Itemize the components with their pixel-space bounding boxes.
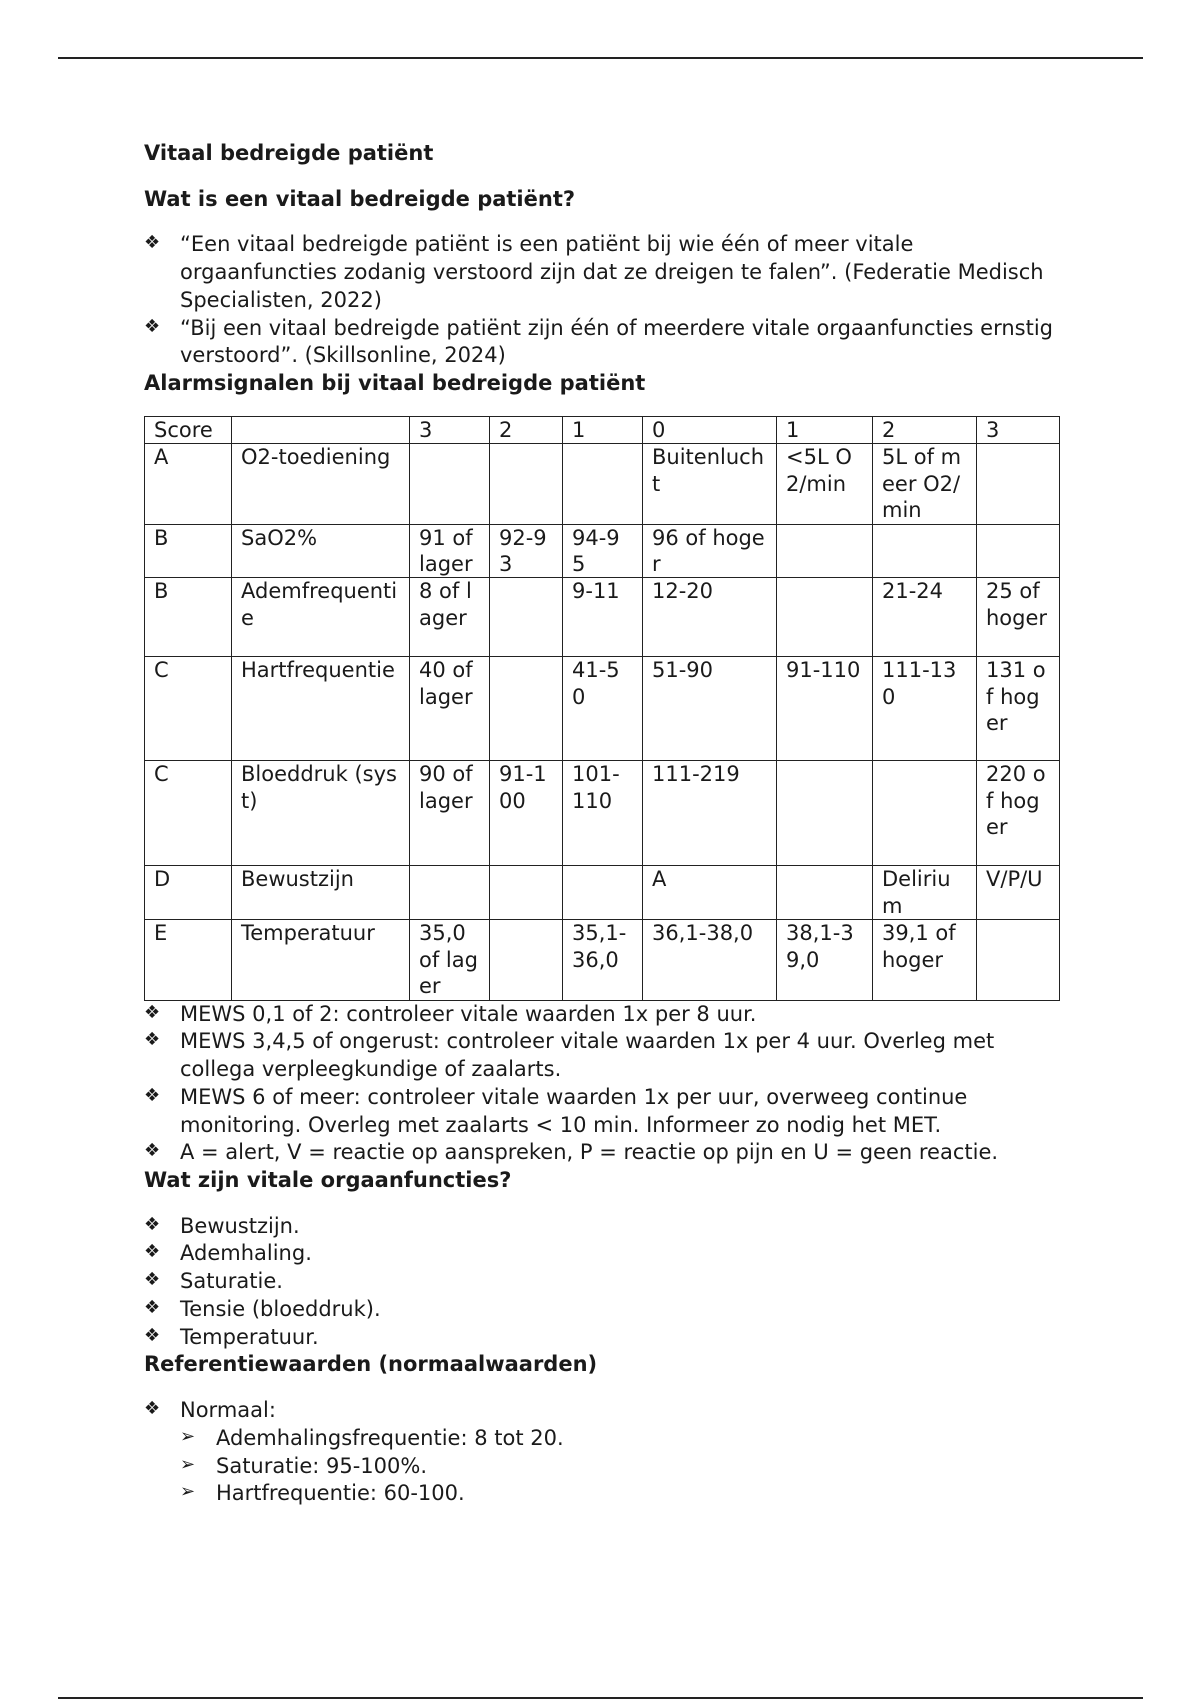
reference-heading: Referentiewaarden (normaalwaarden)	[144, 1352, 598, 1377]
table-header-cell: 1	[777, 416, 873, 443]
diamond-bullet-icon: ❖	[144, 1001, 161, 1023]
table-cell: 91 of lager	[410, 524, 490, 578]
table-cell: 91-100	[490, 761, 563, 866]
table-header-cell: 3	[977, 416, 1060, 443]
diamond-bullet-icon: ❖	[144, 1269, 161, 1291]
table-cell	[777, 866, 873, 920]
table-cell: 41-50	[563, 657, 643, 761]
table-row	[145, 657, 1060, 761]
table-cell	[563, 444, 643, 524]
reference-values-list	[180, 1425, 1064, 1508]
arrowhead-bullet-icon: ➢	[180, 1425, 196, 1447]
table-header-cell: 2	[490, 416, 563, 443]
table-cell: A	[145, 444, 232, 524]
table-row	[145, 761, 1060, 866]
footer-rule	[58, 1697, 1143, 1699]
table-header-cell: 0	[643, 416, 777, 443]
alarms-heading: Alarmsignalen bij vitaal bedreigde patiënt	[144, 371, 646, 396]
list-item: ❖ MEWS 0,1 of 2: controleer vitale waarden 1x per 8 uur.	[144, 1001, 757, 1026]
diamond-bullet-icon: ❖	[144, 1398, 161, 1420]
table-cell: 90 of lager	[410, 761, 490, 866]
reference-list	[144, 1397, 1064, 1508]
table-cell: D	[145, 866, 232, 920]
table-cell: A	[643, 866, 777, 920]
table-header-cell: Score	[145, 416, 232, 443]
table-cell: 9-11	[563, 578, 643, 657]
table-cell	[977, 524, 1060, 578]
diamond-bullet-icon: ❖	[144, 315, 161, 337]
table-cell: Buitenlucht	[643, 444, 777, 524]
mews-table	[144, 416, 1060, 1001]
table-header-cell	[232, 416, 410, 443]
table-cell: Delirium	[873, 866, 977, 920]
table-cell: 5L of meer O2/min	[873, 444, 977, 524]
document-body	[144, 140, 1064, 1508]
table-cell	[777, 578, 873, 657]
table-cell	[490, 866, 563, 920]
table-header-cell: 3	[410, 416, 490, 443]
table-cell	[410, 444, 490, 524]
list-item: ❖ Normaal: ➢ Ademhalingsfrequentie: 8 tot 20. ➢ Saturatie: 95-100%. ➢ Hartfrequentie: 60-100.	[144, 1397, 1064, 1508]
arrowhead-bullet-icon: ➢	[180, 1481, 196, 1503]
table-cell: 40 of lager	[410, 657, 490, 761]
table-cell	[873, 524, 977, 578]
table-row	[145, 524, 1060, 578]
list-item: ❖ Temperatuur.	[144, 1324, 319, 1349]
table-cell: 131 of hoger	[977, 657, 1060, 761]
table-row	[145, 866, 1060, 920]
list-item: ❖ A = alert, V = reactie op aanspreken, P = reactie op pijn en U = geen reactie.	[144, 1140, 999, 1165]
table-cell	[873, 761, 977, 866]
diamond-bullet-icon: ❖	[144, 232, 161, 254]
table-row	[145, 578, 1060, 657]
table-header-cell: 1	[563, 416, 643, 443]
diamond-bullet-icon: ❖	[144, 1084, 161, 1106]
table-header-row	[145, 416, 1060, 443]
list-item: ➢ Hartfrequentie: 60-100.	[180, 1481, 465, 1506]
table-cell: C	[145, 657, 232, 761]
diamond-bullet-icon: ❖	[144, 1140, 161, 1162]
table-cell	[490, 444, 563, 524]
table-cell: 96 of hoger	[643, 524, 777, 578]
table-cell	[777, 761, 873, 866]
functions-heading: Wat zijn vitale orgaanfuncties?	[144, 1168, 512, 1193]
table-cell: 92-93	[490, 524, 563, 578]
list-item: ❖ “Bij een vitaal bedreigde patiënt zijn één of meerdere vitale orgaanfuncties ernstig verstoord”. (Skillsonline, 2024)	[144, 315, 1053, 368]
table-cell: 111-130	[873, 657, 977, 761]
table-cell: C	[145, 761, 232, 866]
table-cell: V/P/U	[977, 866, 1060, 920]
diamond-bullet-icon: ❖	[144, 1241, 161, 1263]
diamond-bullet-icon: ❖	[144, 1324, 161, 1346]
list-item: ➢ Saturatie: 95-100%.	[180, 1453, 427, 1478]
page-title: Vitaal bedreigde patiënt	[144, 141, 434, 165]
list-item: ❖ MEWS 6 of meer: controleer vitale waarden 1x per uur, overweeg continue monitoring. Overleg met zaalarts < 10 min. Informeer zo nodig het MET.	[144, 1084, 968, 1137]
list-item: ❖ Bewustzijn.	[144, 1213, 300, 1238]
list-item: ❖ Saturatie.	[144, 1269, 283, 1294]
table-cell: 36,1-38,0	[643, 920, 777, 1000]
table-cell: Hartfrequentie	[232, 657, 410, 761]
table-cell: 220 of hoger	[977, 761, 1060, 866]
table-cell: B	[145, 524, 232, 578]
table-cell: SaO2%	[232, 524, 410, 578]
table-cell	[490, 657, 563, 761]
table-header-cell: 2	[873, 416, 977, 443]
arrowhead-bullet-icon: ➢	[180, 1453, 196, 1475]
table-cell	[777, 524, 873, 578]
table-cell	[490, 920, 563, 1000]
list-item: ❖ “Een vitaal bedreigde patiënt is een patiënt bij wie één of meer vitale orgaanfuncties zodanig verstoord zijn dat ze dreigen te falen”. (Federatie Medisch Specialisten, 2022)	[144, 232, 1044, 312]
table-row	[145, 920, 1060, 1000]
mews-notes-list	[144, 1001, 1064, 1167]
table-cell	[490, 578, 563, 657]
diamond-bullet-icon: ❖	[144, 1029, 161, 1051]
table-cell: B	[145, 578, 232, 657]
table-cell	[977, 444, 1060, 524]
diamond-bullet-icon: ❖	[144, 1213, 161, 1235]
table-cell: 91-110	[777, 657, 873, 761]
table-cell: 25 of hoger	[977, 578, 1060, 657]
table-cell	[977, 920, 1060, 1000]
table-cell: Ademfrequentie	[232, 578, 410, 657]
table-cell: 39,1 of hoger	[873, 920, 977, 1000]
table-cell: 94-95	[563, 524, 643, 578]
list-item: ❖ MEWS 3,4,5 of ongerust: controleer vitale waarden 1x per 4 uur. Overleg met collega verpleegkundige of zaalarts.	[144, 1029, 995, 1082]
table-cell: Temperatuur	[232, 920, 410, 1000]
header-rule	[58, 57, 1143, 59]
table-cell: 38,1-39,0	[777, 920, 873, 1000]
table-cell: E	[145, 920, 232, 1000]
table-cell	[563, 866, 643, 920]
list-item: ❖ Tensie (bloeddruk).	[144, 1296, 381, 1321]
table-cell: Bloeddruk (syst)	[232, 761, 410, 866]
table-row	[145, 444, 1060, 524]
table-cell: 8 of lager	[410, 578, 490, 657]
table-cell: 35,1-36,0	[563, 920, 643, 1000]
table-cell: 111-219	[643, 761, 777, 866]
definition-heading: Wat is een vitaal bedreigde patiënt?	[144, 186, 576, 211]
definition-list	[144, 231, 1064, 370]
table-cell	[410, 866, 490, 920]
list-item: ➢ Ademhalingsfrequentie: 8 tot 20.	[180, 1425, 564, 1450]
table-cell: 101-110	[563, 761, 643, 866]
table-cell: Bewustzijn	[232, 866, 410, 920]
diamond-bullet-icon: ❖	[144, 1296, 161, 1318]
table-cell: O2-toediening	[232, 444, 410, 524]
table-cell: <5L O2/min	[777, 444, 873, 524]
list-item: ❖ Ademhaling.	[144, 1241, 312, 1266]
functions-list	[144, 1213, 1064, 1352]
table-cell: 35,0 of lager	[410, 920, 490, 1000]
table-cell: 12-20	[643, 578, 777, 657]
table-cell: 21-24	[873, 578, 977, 657]
table-cell: 51-90	[643, 657, 777, 761]
